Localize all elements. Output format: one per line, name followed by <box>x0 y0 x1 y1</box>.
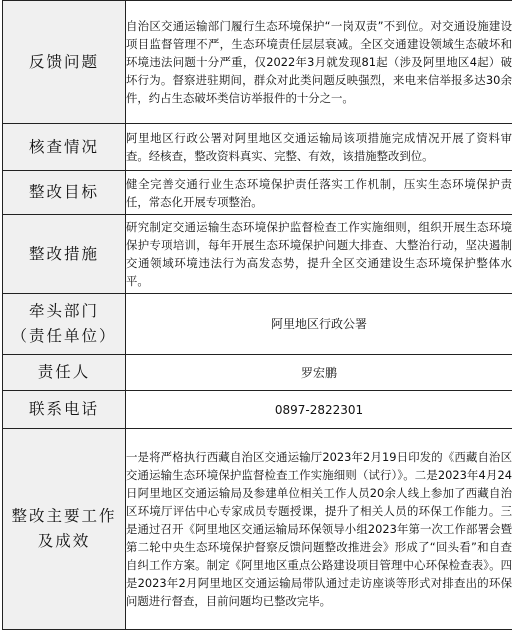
row-label-text: 核查情况 <box>28 137 99 156</box>
table-row <box>3 355 512 391</box>
rectification-table <box>2 0 512 630</box>
row-content: 阿里地区行政公署对阿里地区交通运输局该项措施完成情况开展了资料审查。经核查，整改资料真实、完整、有效，该措施整改到位。 <box>126 124 512 171</box>
row-content: 罗宏鹏 <box>126 355 512 391</box>
row-content: 研究制定交通运输生态环境保护监督检查工作实施细则，组织开展生态环境保护专项培训，每年开展生态环境保护问题大排查、大整治行动，坚决遏制交通领域环境违法行为高发态势，提升全区交通建设生态环境保护整体水平。 <box>126 215 512 294</box>
table-row <box>3 391 512 429</box>
table-row <box>3 294 512 355</box>
row-label-line1: 整改主要工作 <box>11 507 117 525</box>
row-content: 自治区交通运输部门履行生态环境保护“一岗双责”不到位。对交通设施建设项目监督管理不严，生态环境责任层层衰减。全区交通建设领域生态破坏和环境违法问题十分严重，仅2022年3月就发现81起（涉及阿里地区4起）破坏行为。督察进驻期间，群众对此类问题反映强烈，来电来信举报多达30余件，约占生态破坏类信访举报件的十分之一。 <box>126 1 512 124</box>
table-row <box>3 215 512 294</box>
row-label-text: 联系电话 <box>28 400 99 418</box>
row-label-line1: 牵头部门 <box>28 302 99 320</box>
row-label-text: 责任人 <box>37 363 91 381</box>
table-row <box>3 429 512 630</box>
row-content: 阿里地区行政公署 <box>126 294 512 355</box>
row-label-text: 整改措施 <box>28 244 99 263</box>
row-label <box>3 1 126 124</box>
row-content: 0897-2822301 <box>126 391 512 429</box>
row-label <box>3 171 126 215</box>
row-label <box>3 294 126 355</box>
row-content: 健全完善交通行业生态环境保护责任落实工作机制，压实生态环境保护责任，常态化开展专项整治。 <box>126 171 512 215</box>
row-label <box>3 215 126 294</box>
row-content: 一是将严格执行西藏自治区交通运输厅2023年2月19日印发的《西藏自治区交通运输生态环境保护监督检查工作实施细则（试行）》。二是2023年4月24日阿里地区交通运输局及参建单位相关工作人员20余人线上参加了西藏自治区环境厅评估中心专家成员专题授课，提升了相关人员的环保工作能力。三是通过召开《阿里地区交通运输局环保领导小组2023年第一次工作部署会暨第二轮中央生态环境保护督察反馈问题整改推进会》形成了“回头看”和自查自纠工作方案。制定《阿里地区重点公路建设项目管理中心环保检查表》。四是2023年2月阿里地区交通运输局带队通过走访座谈等形式对排查出的环保问题进行督查，目前问题均已整改完毕。 <box>126 429 512 630</box>
row-label <box>3 429 126 630</box>
table-row <box>3 1 512 124</box>
row-label-line2: （责任单位） <box>11 327 117 345</box>
row-label-text: 整改目标 <box>28 183 99 201</box>
row-label-line2: 及成效 <box>37 532 91 550</box>
table-row <box>3 171 512 215</box>
row-label <box>3 391 126 429</box>
row-label-text: 反馈问题 <box>28 52 99 71</box>
table-row <box>3 124 512 171</box>
row-label <box>3 355 126 391</box>
row-label <box>3 124 126 171</box>
